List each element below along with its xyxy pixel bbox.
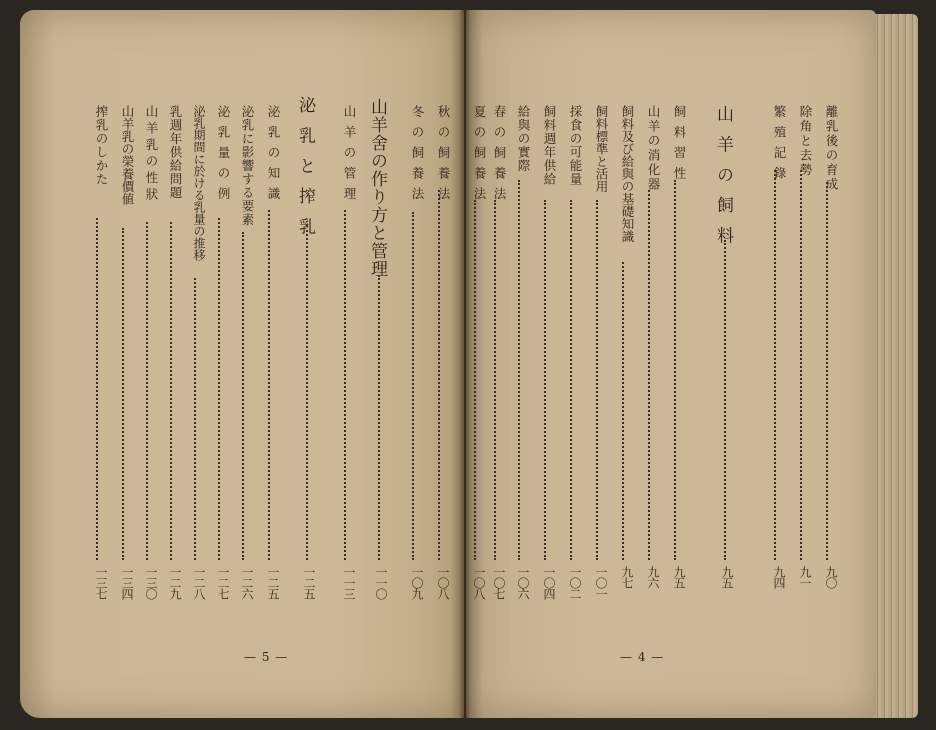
toc-page-number: 一〇六 — [516, 566, 530, 599]
toc-title: 飼料及び給與の基礎知識 — [620, 105, 635, 243]
toc-heading-title: 山 羊 の 飼 料 — [713, 105, 733, 248]
dot-leader — [474, 200, 476, 560]
toc-title: 乳週年供給問題 — [168, 105, 183, 200]
toc-title: 給與の實際 — [516, 105, 531, 173]
toc-title: 泌 乳 の 知 識 — [266, 105, 281, 202]
toc-heading — [710, 0, 740, 708]
toc-page-number: 一〇七 — [492, 566, 506, 599]
toc-title: 飼料週年供給 — [542, 105, 557, 186]
toc-page-number: 一〇二 — [568, 566, 582, 599]
toc-title: 山羊の消化器 — [646, 105, 661, 192]
dot-leader — [494, 200, 496, 560]
toc-page-number: 九〇 — [824, 566, 838, 588]
toc-entry — [134, 0, 160, 708]
toc-entry — [532, 0, 558, 708]
toc-entry — [206, 0, 232, 708]
toc-entry — [84, 0, 110, 708]
dot-leader — [724, 240, 726, 560]
dot-leader — [218, 218, 220, 560]
toc-entry — [158, 0, 184, 708]
dot-leader — [146, 222, 148, 560]
toc-title: 泌 乳 量 の 例 — [216, 105, 231, 202]
toc-title: 泌乳に影響する要素 — [240, 105, 255, 227]
toc-page-number: 一三〇 — [144, 566, 158, 599]
toc-entry — [110, 0, 136, 708]
toc-page-number: 一〇八 — [436, 566, 450, 599]
toc-heading — [292, 0, 322, 708]
toc-page-number: 一二五 — [302, 566, 316, 599]
toc-page-number: 九五 — [720, 566, 734, 588]
toc-entry — [584, 0, 610, 708]
dot-leader — [544, 200, 546, 560]
dot-leader — [800, 170, 802, 560]
dot-leader — [518, 180, 520, 560]
toc-heading-title: 泌 乳 と 搾 乳 — [295, 96, 315, 239]
toc-title: 山 羊 乳 の 性 狀 — [144, 105, 159, 200]
toc-entry — [610, 0, 636, 708]
dot-leader — [648, 190, 650, 560]
toc-title: 春 の 飼 養 法 — [492, 105, 507, 202]
toc-page-number: 九五 — [672, 566, 686, 588]
toc-entry — [636, 0, 662, 708]
toc-page-number: 一二五 — [266, 566, 280, 599]
dot-leader — [596, 200, 598, 560]
toc-title: 飼 料 習 性 — [672, 105, 687, 181]
dot-leader — [194, 278, 196, 560]
toc-entry — [814, 0, 840, 708]
toc-entry — [662, 0, 688, 708]
toc-title: 繁 殖 記 錄 — [772, 105, 787, 181]
toc-entry — [458, 0, 487, 708]
dot-leader — [96, 218, 98, 560]
page-number-4: — 4 — — [620, 650, 665, 664]
dot-leader — [306, 225, 308, 560]
toc-entry — [230, 0, 256, 708]
toc-page-number: 九四 — [772, 566, 786, 588]
toc-page-number: 一〇四 — [542, 566, 556, 599]
toc-page-number: 九七 — [620, 566, 634, 588]
toc-page-number: 一二六 — [240, 566, 254, 599]
toc-page-number: 一二八 — [192, 566, 206, 599]
dot-leader — [412, 212, 414, 560]
dot-leader — [826, 182, 828, 560]
toc-heading — [364, 0, 394, 708]
dot-leader — [674, 180, 676, 560]
dot-leader — [122, 228, 124, 560]
toc-entry — [762, 0, 788, 708]
dot-leader — [570, 200, 572, 560]
toc-page-number: 一〇八 — [472, 566, 486, 599]
toc-page-number: 一一〇 — [374, 566, 388, 599]
toc-page-number: 一三四 — [120, 566, 134, 599]
toc-entry — [332, 0, 358, 708]
dot-leader — [344, 210, 346, 560]
dot-leader — [268, 210, 270, 560]
toc-title: 搾乳のしかた — [94, 105, 109, 186]
toc-title: 泌乳期間に於ける乳量の推移 — [192, 105, 206, 261]
toc-entry — [182, 0, 208, 708]
toc-page-number: 一〇九 — [410, 566, 424, 599]
dot-leader — [622, 262, 624, 560]
page-number-5: — 5 — — [244, 650, 289, 664]
toc-title: 秋 の 飼 養 法 — [436, 105, 451, 202]
toc-title: 離乳後の育成 — [824, 105, 839, 192]
toc-entry — [788, 0, 814, 708]
toc-page-number: 一一三 — [342, 566, 356, 599]
toc-title: 夏 の 飼 養 法 — [472, 105, 487, 202]
toc-entry — [558, 0, 584, 708]
dot-leader — [378, 275, 380, 560]
toc-title: 採食の可能量 — [568, 105, 583, 186]
toc-page-number: 一二九 — [168, 566, 182, 599]
toc-title: 山 羊 の 管 理 — [342, 105, 357, 202]
toc-title: 冬 の 飼 養 法 — [410, 105, 425, 202]
toc-entry — [506, 0, 532, 708]
toc-title: 除角と去勢 — [798, 105, 813, 178]
dot-leader — [242, 232, 244, 560]
dot-leader — [438, 190, 440, 560]
toc-page-number: 九一 — [798, 566, 812, 588]
dot-leader — [774, 170, 776, 560]
toc-title: 飼料標準と活用 — [594, 105, 609, 193]
toc-page-number: 九六 — [646, 566, 660, 588]
toc-title: 山羊乳の榮養價値 — [120, 105, 135, 205]
toc-entry — [256, 0, 282, 708]
dot-leader — [170, 222, 172, 560]
toc-entry — [426, 0, 452, 708]
toc-entry — [400, 0, 426, 708]
toc-heading-title: 山羊舍の作り方と管理 — [367, 98, 387, 278]
toc-page-number: 一〇一 — [594, 566, 608, 599]
toc-page-number: 一二七 — [216, 566, 230, 599]
toc-page-number: 一三七 — [94, 566, 108, 599]
